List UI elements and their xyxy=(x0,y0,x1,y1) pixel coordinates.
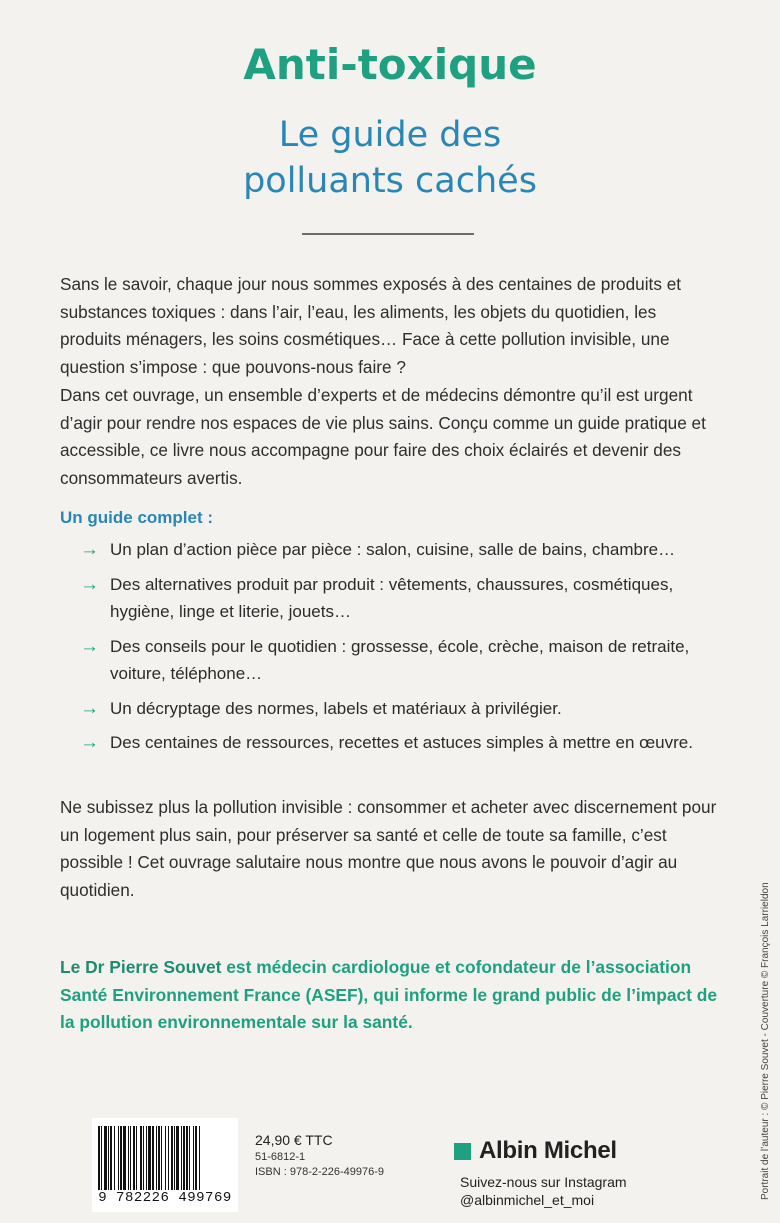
author-name: Le Dr Pierre Souvet xyxy=(60,957,222,977)
barcode-bar xyxy=(156,1126,157,1190)
barcode-number: 9 782226 499769 xyxy=(98,1190,232,1206)
title-divider xyxy=(302,233,474,235)
list-item xyxy=(60,729,730,757)
barcode-bar xyxy=(152,1126,154,1190)
barcode-bar xyxy=(161,1126,162,1190)
publisher-name: Albin Michel xyxy=(479,1137,617,1164)
barcode-bar xyxy=(174,1126,175,1190)
barcode-bar xyxy=(171,1126,173,1190)
instagram-prompt: Suivez-nous sur Instagram xyxy=(460,1174,627,1190)
arrow-right-icon: → xyxy=(80,635,99,657)
subtitle-line-2: polluants cachés xyxy=(243,161,537,201)
barcode-bar xyxy=(143,1126,144,1190)
list-item-text: Des centaines de ressources, recettes et astuces simples à mettre en œuvre. xyxy=(110,733,693,752)
barcode-bar xyxy=(181,1126,182,1190)
barcode-bar xyxy=(140,1126,142,1190)
list-item xyxy=(60,571,730,626)
list-item xyxy=(60,633,730,688)
arrow-right-icon: → xyxy=(80,573,99,595)
barcode-bar xyxy=(193,1126,194,1190)
list-item-text: Un plan d’action pièce par pièce : salon, cuisine, salle de bains, chambre… xyxy=(110,540,676,559)
book-subtitle xyxy=(0,112,780,204)
guide-heading: Un guide complet : xyxy=(60,508,213,527)
isbn: ISBN : 978-2-226-49976-9 xyxy=(255,1166,385,1178)
barcode-bar xyxy=(110,1126,112,1190)
barcode-bar xyxy=(128,1126,129,1190)
barcode-bars xyxy=(98,1126,232,1190)
barcode-bar xyxy=(136,1126,137,1190)
product-code: 51-6812-1 xyxy=(255,1151,306,1163)
barcode-bar xyxy=(114,1126,115,1190)
barcode-bar xyxy=(118,1126,119,1190)
price: 24,90 € TTC xyxy=(255,1132,333,1148)
barcode-bar xyxy=(123,1126,126,1190)
barcode-bar xyxy=(195,1126,197,1190)
barcode xyxy=(92,1118,238,1212)
barcode-bar xyxy=(189,1126,190,1190)
arrow-right-icon: → xyxy=(80,697,99,719)
barcode-bar xyxy=(120,1126,122,1190)
barcode-bar xyxy=(165,1126,166,1190)
barcode-bar xyxy=(130,1126,131,1190)
instagram-handle: @albinmichel_et_moi xyxy=(460,1192,595,1208)
barcode-bar xyxy=(168,1126,169,1190)
barcode-bar xyxy=(146,1126,147,1190)
barcode-bar xyxy=(199,1126,200,1190)
list-item xyxy=(60,695,730,723)
barcode-bar xyxy=(98,1126,100,1190)
barcode-bar xyxy=(148,1126,151,1190)
author-bio xyxy=(60,954,730,1037)
list-item-text: Des alternatives produit par produit : vêtements, chaussures, cosmétiques, hygiène, linge et literie, jouets… xyxy=(110,574,674,621)
arrow-right-icon: → xyxy=(80,732,99,753)
list-item-text: Un décryptage des normes, labels et matériaux à privilégier. xyxy=(110,698,562,718)
closing-paragraph: Ne subissez plus la pollution invisible : consommer et acheter avec discernement pour un logement plus sain, pour préserver sa santé et celle de toute sa famille, c’est possible ! Cet ouvrage salutaire nous montre que nous avons le pouvoir d’agir au quotidien. xyxy=(60,797,717,900)
barcode-bar xyxy=(158,1126,160,1190)
subtitle-line-1: Le guide des xyxy=(278,115,502,155)
barcode-bar xyxy=(186,1126,188,1190)
barcode-bar xyxy=(176,1126,179,1190)
arrow-right-icon: → xyxy=(80,539,99,560)
barcode-bar xyxy=(101,1126,102,1190)
author-bio-text: est médecin cardiologue et cofondateur de l’association Santé Environnement France (ASEF), qui informe le grand public de l’impact de la pollution environnementale sur la santé. xyxy=(60,957,718,1032)
intro-paragraph: Sans le savoir, chaque jour nous sommes exposés à des centaines de produits et substances toxiques : dans l’air, l’eau, les aliments, les objets du quotidien, les produits ménagers, les soins cosmétiques… Face à cette pollution invisible, une question s’impose : que pouvons-nous faire ? xyxy=(60,274,682,377)
barcode-bar xyxy=(104,1126,107,1190)
logo-square-icon xyxy=(454,1143,471,1160)
feature-list xyxy=(60,536,730,764)
photo-credit: Portrait de l’auteur : © Pierre Souvet - Couverture © François Larrieldon xyxy=(760,882,771,1200)
list-item xyxy=(60,536,730,564)
barcode-bar xyxy=(183,1126,185,1190)
list-item-text: Des conseils pour le quotidien : grossesse, école, crèche, maison de retraite, voiture, téléphone… xyxy=(110,636,690,683)
description-paragraph: Dans cet ouvrage, un ensemble d’experts et de médecins démontre qu’il est urgent d’agir pour rendre nos espaces de vie plus sains. Conçu comme un guide pratique et accessible, ce livre nous accompagne pour faire des choix éclairés et devenir des consommateurs avertis. xyxy=(60,385,706,488)
book-title: Anti-toxique xyxy=(243,40,537,89)
publisher-logo xyxy=(454,1137,617,1165)
barcode-bar xyxy=(133,1126,135,1190)
barcode-bar xyxy=(108,1126,109,1190)
